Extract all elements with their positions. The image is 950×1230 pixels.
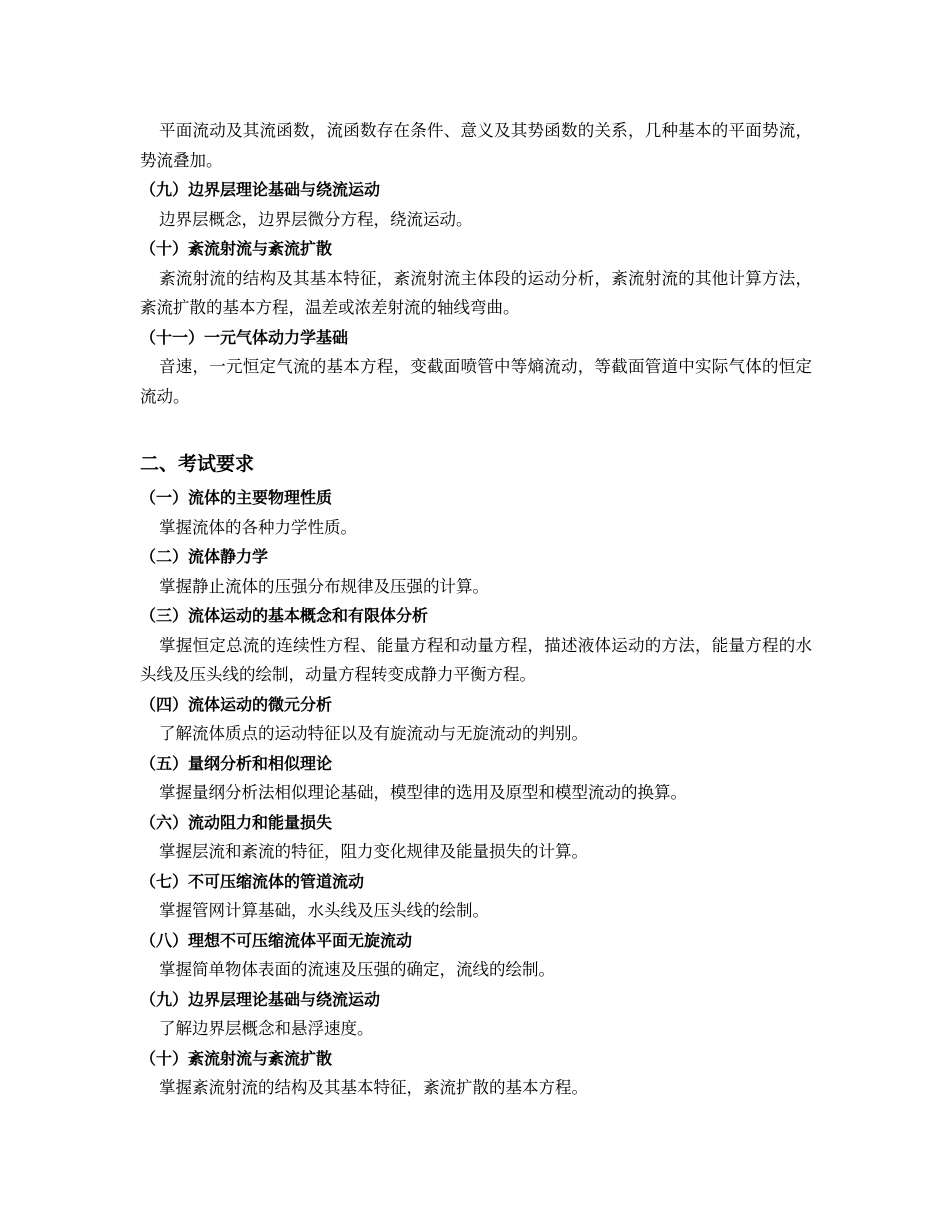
- requirement-item: [140, 483, 812, 542]
- item-text: 紊流射流的结构及其基本特征，紊流射流主体段的运动分析，紊流射流的其他计算方法，紊流扩散的基本方程，温差或浓差射流的轴线弯曲。: [140, 268, 812, 317]
- section-title: 二、考试要求: [140, 453, 255, 475]
- requirement-item: [140, 808, 812, 867]
- requirement-heading: （四）流体运动的微元分析: [140, 694, 333, 714]
- requirement-text: 了解边界层概念和悬浮速度。: [159, 1019, 374, 1038]
- content-item: [140, 323, 812, 412]
- requirement-heading: （十）紊流射流与紊流扩散: [140, 1048, 333, 1068]
- item-heading: （十一）一元气体动力学基础: [140, 327, 349, 347]
- requirement-text: 掌握流体的各种力学性质。: [159, 517, 357, 537]
- requirement-text: 掌握简单物体表面的流速及压强的确定，流线的绘制。: [159, 960, 555, 979]
- requirement-text: 了解流体质点的运动特征以及有旋流动与无旋流动的判别。: [159, 724, 588, 743]
- requirement-heading: （五）量纲分析和相似理论: [140, 753, 333, 773]
- requirement-text: 掌握量纲分析法相似理论基础，模型律的选用及原型和模型流动的换算。: [159, 783, 687, 802]
- requirement-item: [140, 926, 812, 985]
- content-item: [140, 175, 812, 234]
- requirement-heading: （二）流体静力学: [140, 547, 269, 566]
- requirement-text: 掌握静止流体的压强分布规律及压强的计算。: [159, 576, 489, 596]
- requirement-heading: （八）理想不可压缩流体平面无旋流动: [140, 930, 413, 950]
- requirement-item: [140, 1044, 812, 1103]
- requirement-item: [140, 749, 812, 808]
- requirement-item: [140, 690, 812, 749]
- document-page: [140, 116, 812, 1103]
- requirement-heading: （九）边界层理论基础与绕流运动: [140, 989, 381, 1009]
- requirement-heading: （七）不可压缩流体的管道流动: [140, 871, 365, 891]
- requirement-item: [140, 985, 812, 1044]
- requirements-list: [140, 483, 812, 1103]
- requirement-heading: （一）流体的主要物理性质: [140, 488, 333, 507]
- requirement-item: [140, 867, 812, 926]
- item-text: 音速，一元恒定气流的基本方程，变截面喷管中等熵流动，等截面管道中实际气体的恒定流动。: [140, 357, 812, 406]
- content-item: [140, 234, 812, 323]
- item-heading: （十）紊流射流与紊流扩散: [140, 239, 333, 258]
- item-text: 边界层概念，边界层微分方程，绕流运动。: [159, 209, 473, 229]
- requirement-item: [140, 542, 812, 601]
- requirement-text: 掌握恒定总流的连续性方程、能量方程和动量方程，描述液体运动的方法，能量方程的水头线及压头线的绘制，动量方程转变成静力平衡方程。: [140, 635, 812, 684]
- intro-paragraph: 平面流动及其流函数，流函数存在条件、意义及其势函数的关系，几种基本的平面势流，势流叠加。: [140, 121, 812, 170]
- requirement-text: 掌握紊流射流的结构及其基本特征，紊流扩散的基本方程。: [159, 1078, 588, 1097]
- content-items: [140, 175, 812, 411]
- requirement-text: 掌握管网计算基础，水头线及压头线的绘制。: [159, 901, 489, 920]
- requirement-heading: （三）流体运动的基本概念和有限体分析: [140, 606, 429, 625]
- requirement-item: [140, 601, 812, 690]
- requirement-text: 掌握层流和紊流的特征，阻力变化规律及能量损失的计算。: [159, 842, 588, 861]
- requirement-heading: （六）流动阻力和能量损失: [140, 812, 333, 832]
- item-heading: （九）边界层理论基础与绕流运动: [140, 180, 381, 199]
